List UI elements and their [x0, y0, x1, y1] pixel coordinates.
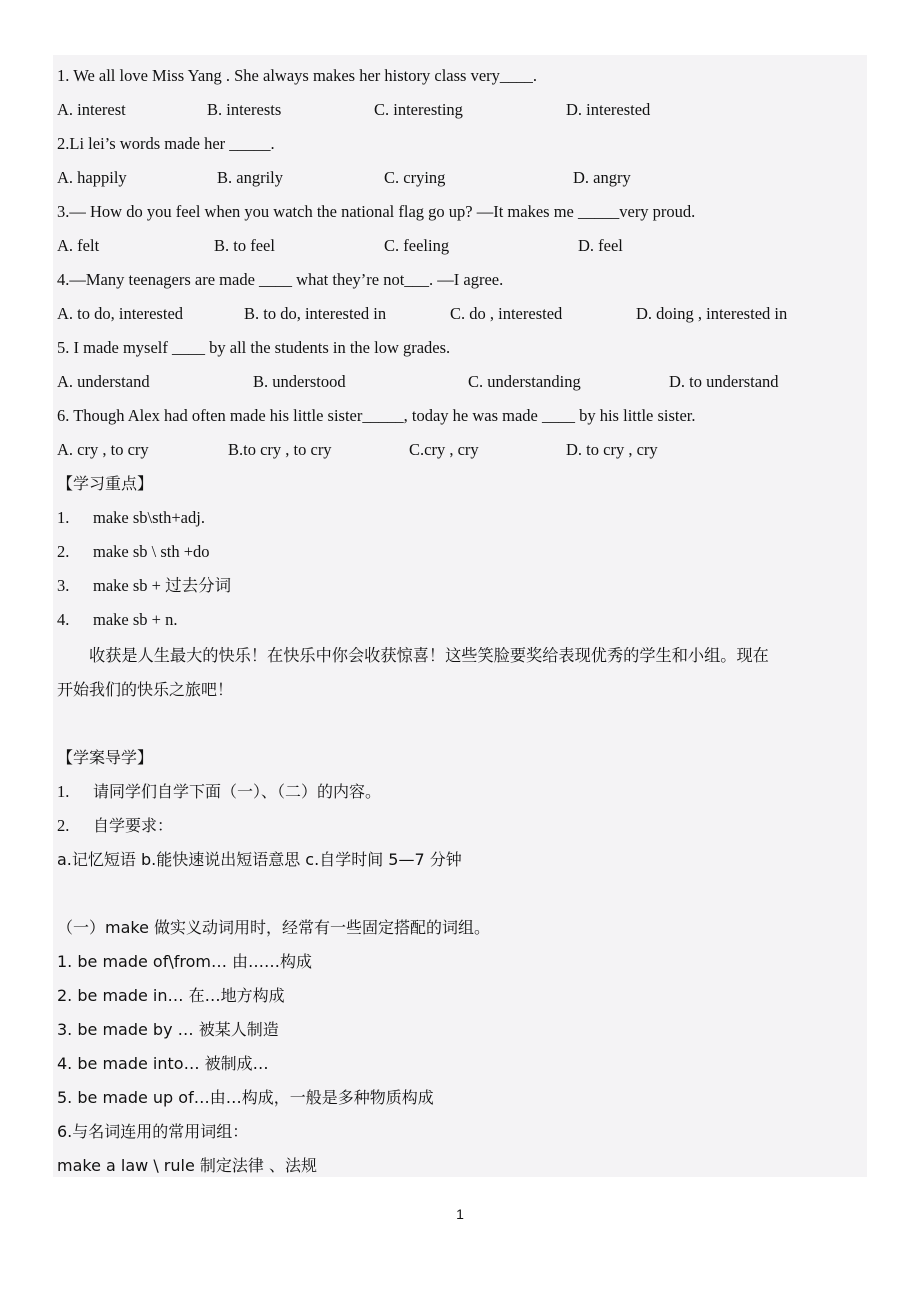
option-c: C. interesting	[374, 100, 463, 119]
item-number: 3.	[57, 576, 70, 595]
guide-item	[57, 816, 173, 836]
page-number: 1	[456, 1206, 464, 1222]
study-requirements: a.记忆短语 b.能快速说出短语意思 c.自学时间 5—7 分钟	[57, 850, 462, 869]
item-text: make sb \ sth +do	[93, 542, 210, 561]
item-number: 1.	[57, 508, 70, 527]
option-b: B. to do, interested in	[244, 304, 387, 323]
question-3-stem: 3.— How do you feel when you watch the national flag go up? —It makes me _____very proud.	[57, 202, 696, 221]
option-d: D. angry	[573, 168, 631, 187]
item-text: make sb + 过去分词	[93, 576, 232, 595]
option-a: A. happily	[57, 168, 127, 187]
key-point-item	[57, 610, 177, 630]
section-one-heading: （一）make 做实义动词用时，经常有一些固定搭配的词组。	[57, 918, 491, 937]
phrase-item: 1. be made of\from… 由……构成	[57, 952, 313, 971]
item-number: 4.	[57, 610, 70, 629]
guide-item	[57, 782, 381, 802]
item-number: 2.	[57, 816, 70, 835]
key-point-item	[57, 508, 205, 528]
question-6-stem: 6. Though Alex had often made his little sister_____, today he was made ____ by his little sister.	[57, 406, 696, 425]
phrase-item: make a law \ rule 制定法律 、法规	[57, 1156, 317, 1175]
intro-paragraph-line-2: 开始我们的快乐之旅吧！	[57, 680, 234, 699]
option-c: C. crying	[384, 168, 446, 187]
phrase-item: 5. be made up of…由…构成，一般是多种物质构成	[57, 1088, 434, 1107]
question-1-stem: 1. We all love Miss Yang . She always makes her history class very____.	[57, 66, 538, 85]
question-2-stem: 2.Li lei’s words made her _____.	[57, 134, 275, 153]
item-number: 2.	[57, 542, 70, 561]
option-b: B.to cry , to cry	[228, 440, 332, 459]
key-point-item	[57, 542, 210, 562]
option-d: D. to cry , cry	[566, 440, 658, 459]
key-points-heading: 【学习重点】	[57, 474, 154, 493]
option-a: A. cry , to cry	[57, 440, 149, 459]
item-text: 请同学们自学下面（一）、（二）的内容。	[93, 782, 382, 801]
guide-heading: 【学案导学】	[57, 748, 154, 767]
option-d: D. to understand	[669, 372, 779, 391]
item-text: make sb\sth+adj.	[93, 508, 205, 527]
item-text: make sb + n.	[93, 610, 178, 629]
key-point-item	[57, 576, 231, 596]
option-b: B. understood	[253, 372, 346, 391]
option-c: C.cry , cry	[409, 440, 479, 459]
option-b: B. to feel	[214, 236, 275, 255]
option-a: A. felt	[57, 236, 100, 255]
option-a: A. to do, interested	[57, 304, 184, 323]
option-a: A. understand	[57, 372, 150, 391]
option-c: C. feeling	[384, 236, 450, 255]
item-number: 1.	[57, 782, 70, 801]
question-5-stem: 5. I made myself ____ by all the students in the low grades.	[57, 338, 451, 357]
option-d: D. interested	[566, 100, 651, 119]
phrase-item: 2. be made in… 在…地方构成	[57, 986, 285, 1005]
phrase-item: 3. be made by … 被某人制造	[57, 1020, 279, 1039]
phrase-item: 6.与名词连用的常用词组：	[57, 1122, 249, 1141]
option-c: C. understanding	[468, 372, 581, 391]
option-b: B. angrily	[217, 168, 283, 187]
option-b: B. interests	[207, 100, 282, 119]
option-c: C. do , interested	[450, 304, 563, 323]
intro-paragraph-line-1: 收获是人生最大的快乐！在快乐中你会收获惊喜！这些笑脸要奖给表现优秀的学生和小组。现在	[89, 646, 769, 665]
question-4-stem: 4.—Many teenagers are made ____ what they’re not___. —I agree.	[57, 270, 504, 289]
option-d: D. feel	[578, 236, 623, 255]
option-d: D. doing , interested in	[636, 304, 788, 323]
item-text: 自学要求：	[93, 816, 174, 835]
option-a: A. interest	[57, 100, 126, 119]
phrase-item: 4. be made into… 被制成…	[57, 1054, 269, 1073]
